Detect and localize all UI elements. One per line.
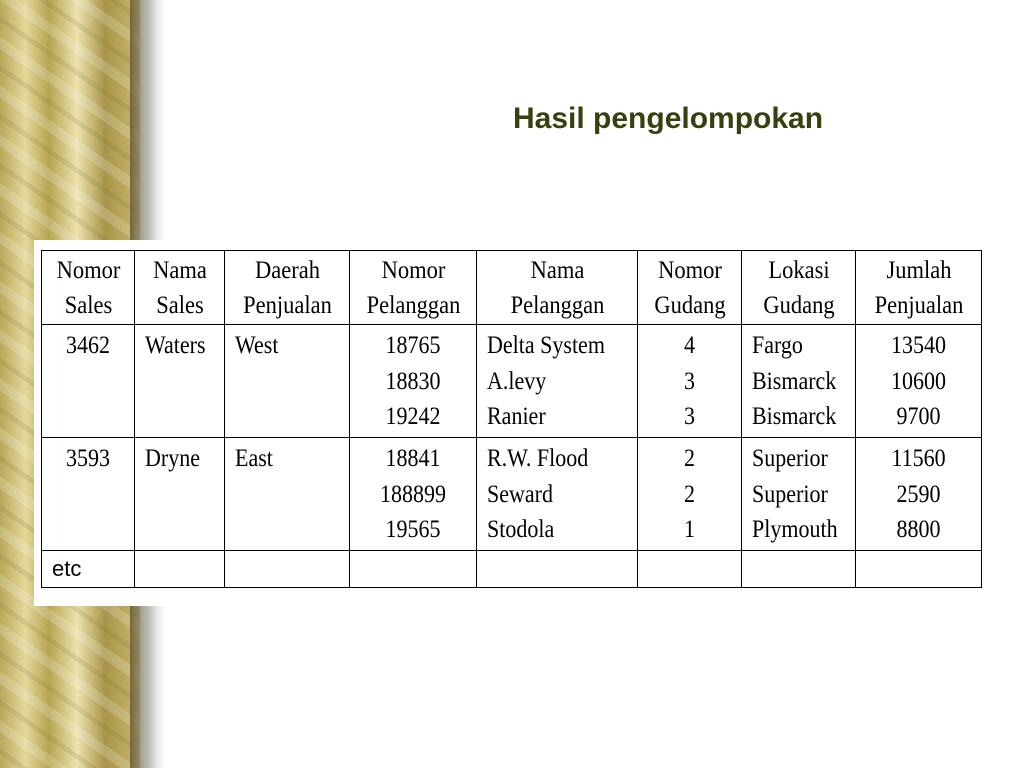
cell-nama-sales: Dryne [135,438,225,551]
empty-cell [135,551,225,588]
cell-lokasi-gudang: Fargo Bismarck Bismarck [742,325,856,438]
cell-etc: etc [42,551,135,588]
cell-nomor-gudang: 2 2 1 [638,438,742,551]
cell-daerah: West [225,325,350,438]
cell-nomor-gudang: 4 3 3 [638,325,742,438]
header-nomor-sales: Nomor Sales [46,251,130,325]
cell-nomor-sales: 3462 [42,325,135,438]
cell-jumlah-penjualan: 13540 10600 9700 [856,325,982,438]
grouped-sales-table [41,250,982,588]
cell-lokasi-gudang: Superior Superior Plymouth [742,438,856,551]
table-row [42,325,982,438]
table-row [42,438,982,551]
header-lokasi-gudang: Lokasi Gudang [747,251,850,325]
empty-cell [638,551,742,588]
empty-cell [856,551,982,588]
table-footer-row [42,551,982,588]
cell-nama-pelanggan: R.W. Flood Seward Stodola [477,438,638,551]
header-nomor-pelanggan: Nomor Pelanggan [356,251,470,325]
header-nama-pelanggan: Nama Pelanggan [485,251,630,325]
header-nomor-gudang: Nomor Gudang [643,251,737,325]
cell-daerah: East [225,438,350,551]
cell-nama-sales: Waters [135,325,225,438]
slide-title: Hasil pengelompokan [513,102,824,135]
cell-nomor-pelanggan: 18765 18830 19242 [350,325,477,438]
header-nama-sales: Nama Sales [139,251,220,325]
header-daerah-penjualan: Daerah Penjualan [231,251,344,325]
empty-cell [225,551,350,588]
header-row [42,251,982,325]
empty-cell [742,551,856,588]
cell-nomor-sales: 3593 [42,438,135,551]
cell-jumlah-penjualan: 11560 2590 8800 [856,438,982,551]
empty-cell [477,551,638,588]
cell-nama-pelanggan: Delta System A.levy Ranier [477,325,638,438]
cell-nomor-pelanggan: 18841 188899 19565 [350,438,477,551]
header-jumlah-penjualan: Jumlah Penjualan [862,251,975,325]
empty-cell [350,551,477,588]
